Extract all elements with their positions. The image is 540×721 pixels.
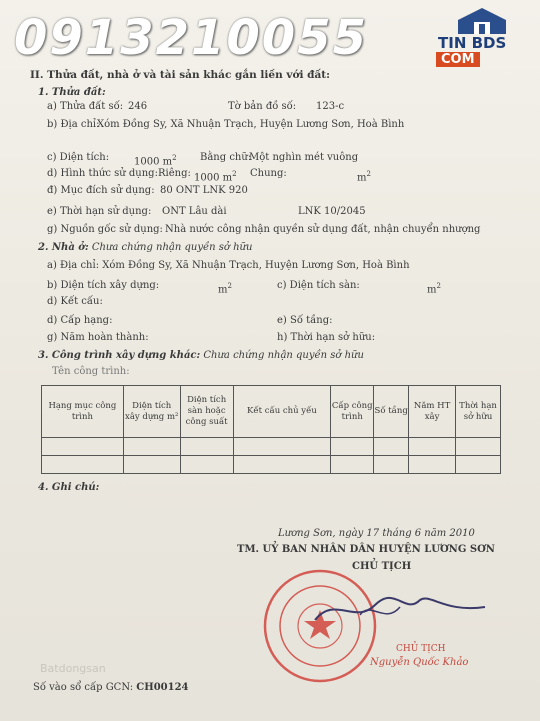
area-label: c) Diện tích: [47,152,110,163]
col-header: Diện tích xây dựng m² [123,386,180,438]
faint-watermark: Batdongsan [40,662,106,675]
area-words: Một nghìn mét vuông [249,152,359,163]
col-header: Hạng mục công trình [42,386,124,438]
address-value: Xóm Đồng Sy, Xã Nhuận Trạch, Huyện Lương Sơn, Hoà Bình [97,119,405,130]
built-area-label: b) Diện tích xây dựng: [47,280,160,291]
house-logo-icon [452,6,512,36]
purpose-value: 80 ONT LNK 920 [160,185,248,196]
term-value: ONT Lâu dài [162,206,227,217]
ownership-term-label: h) Thời hạn sở hữu: [277,332,376,343]
usage-form-label: d) Hình thức sử dụng: [47,168,158,179]
origin-label: g) Nguồn gốc sử dụng: [47,224,163,235]
usage-common-unit: $m^2$ [357,170,371,184]
built-area-unit: $m^2$ [218,282,232,296]
col-header: Năm HT xây [409,386,456,438]
map-sheet-label: Tờ bản đồ số: [228,101,297,112]
origin-value: Nhà nước công nhận quyền sử dụng đất, nhận chuyển nhượng [165,224,481,235]
works-name-label: Tên công trình: [52,366,130,377]
col-header: Diện tích sàn hoặc công suất [180,386,233,438]
floor-area-unit: $m^2$ [427,282,441,296]
works-heading-line: 3. Công trình xây dựng khác: Chưa chứng nhận quyền sở hữu [38,350,364,361]
year-label: g) Năm hoàn thành: [47,332,149,343]
table-header-row [42,386,501,438]
col-header: Thời hạn sở hữu [456,386,501,438]
usage-private-label: Riêng: [158,168,191,179]
term-lnk: LNK 10/2045 [298,206,366,217]
area-value: 1000 $m^2$ [134,154,177,168]
area-words-label: Bằng chữ: [200,152,252,163]
col-header: Kết cấu chủ yếu [233,386,331,438]
usage-private-value: 1000 $m^2$ [194,170,237,184]
map-sheet-value: 123-c [316,101,345,112]
parcel-value: 246 [128,101,148,112]
table-row [42,438,501,456]
notes-heading: 4. Ghi chú: [38,482,100,493]
signer-title: CHỦ TỊCH [352,561,412,572]
authority-name: TM. UỶ BAN NHÂN DÂN HUYỆN LƯƠNG SƠN [237,544,495,555]
tinbds-logo [432,6,532,70]
col-header: Cấp công trình [331,386,374,438]
section-heading: II. Thửa đất, nhà ở và tài sản khác gắn liền với đất: [30,69,330,81]
table-row [42,456,501,474]
stamp-title: CHỦ TỊCH [396,644,446,654]
structure-label: d) Kết cấu: [47,296,103,307]
house-heading-line: 2. Nhà ở: Chưa chứng nhận quyền sở hữu [38,242,253,253]
land-heading: 1. Thửa đất: [38,87,106,98]
signature-scribble-icon [305,585,505,635]
place-date: Lương Sơn, ngày 17 tháng 6 năm 2010 [278,528,475,539]
parcel-label: a) Thửa đất số: [47,101,124,112]
purpose-label: đ) Mục đích sử dụng: [47,185,155,196]
logo-text-top: TIN BDS [438,34,507,52]
logo-text-bottom: COM [436,52,480,67]
floor-area-label: c) Diện tích sàn: [277,280,360,291]
floors-label: e) Số tầng: [277,315,333,326]
works-table [41,385,501,474]
address-label: b) Địa chỉ: [47,119,100,130]
term-label: e) Thời hạn sử dụng: [47,206,152,217]
stamp-name: Nguyễn Quốc Khảo [370,657,469,668]
grade-label: d) Cấp hạng: [47,315,113,326]
house-address: a) Địa chỉ: Xóm Đồng Sy, Xã Nhuận Trạch, Huyện Lương Sơn, Hoà Bình [47,260,410,271]
registry-line: Số vào sổ cấp GCN: CH00124 [33,682,189,693]
usage-common-label: Chung: [250,168,287,179]
col-header: Số tầng [374,386,409,438]
watermark-phone: 0913210055 [14,10,368,66]
